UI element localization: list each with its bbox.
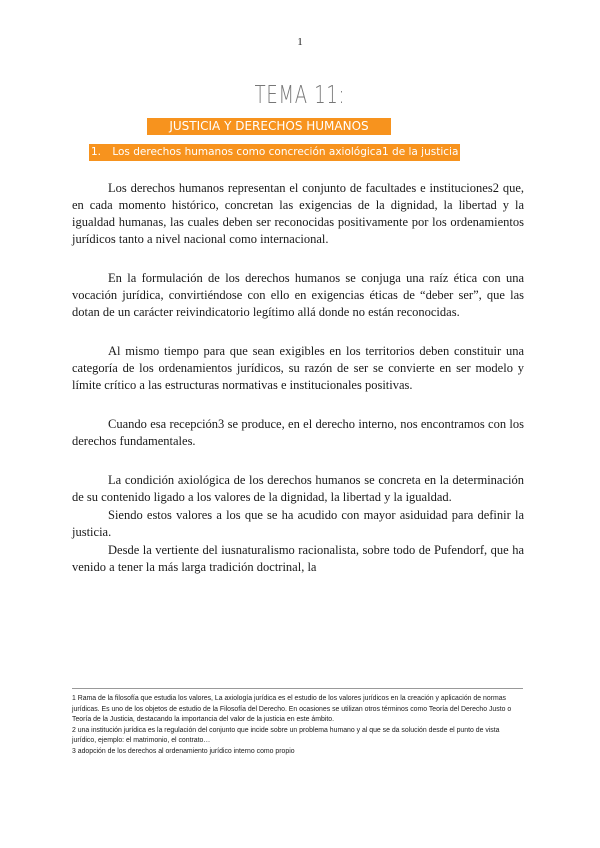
paragraph: Cuando esa recepción3 se produce, en el derecho interno, nos encontramos con los derechos fundamentales. xyxy=(72,417,524,448)
page-number: 1 xyxy=(297,36,303,48)
tema-title: TEMA 11: xyxy=(254,80,346,109)
section-number: 1. xyxy=(91,146,102,158)
footnotes xyxy=(72,694,524,757)
chapter-title-bar: JUSTICIA Y DERECHOS HUMANOS xyxy=(147,118,391,135)
paragraph: Al mismo tiempo para que sean exigibles en los territorios deben constituir una categoría de los ordenamientos jurídicos, su razón de ser se convierte en ser modelo y límite crítico a las estructuras normativas e institucionales positivas. xyxy=(72,344,524,392)
footnote: 2 una institución jurídica es la regulación del conjunto que incide sobre un problema humano y al que se da solución desde el punto de vista jurídico, ejemplo: el matrimonio, el contrato… xyxy=(72,726,500,744)
body-text xyxy=(72,180,524,576)
section-title: Los derechos humanos como concreción axiológica1 de la justicia xyxy=(112,146,459,158)
section-heading-bar xyxy=(89,144,460,161)
paragraph: Desde la vertiente del iusnaturalismo racionalista, sobre todo de Pufendorf, que ha venido a tener la más larga tradición doctrinal, la xyxy=(72,543,524,574)
paragraph: Siendo estos valores a los que se ha acudido con mayor asiduidad para definir la justicia. xyxy=(72,508,524,539)
footnote-separator xyxy=(72,688,523,689)
paragraph: En la formulación de los derechos humanos se conjuga una raíz ética con una vocación jurídica, convirtiéndose con ello en exigencias éticas de “deber ser”, que las dotan de un carácter reivindicatorio legítimo allá donde no están reconocidas. xyxy=(72,271,524,319)
paragraph: La condición axiológica de los derechos humanos se concreta en la determinación de su contenido ligado a los valores de la dignidad, la libertad y la igualdad. xyxy=(72,473,524,504)
footnote: 3 adopción de los derechos al ordenamiento jurídico interno como propio xyxy=(72,747,295,755)
paragraph: Los derechos humanos representan el conjunto de facultades e instituciones2 que, en cada momento histórico, concretan las exigencias de la dignidad, la libertad y la igualdad humanas, las cuales deben ser reconocidas positivamente por los ordenamientos jurídicos tanto a nivel nacional como internacional. xyxy=(72,181,524,246)
footnote: 1 Rama de la filosofía que estudia los valores, La axiología jurídica es el estudio de los valores jurídicos en la creación y aplicación de normas jurídicas. Es uno de los objetos de estudio de la Filosofía del Derecho. En ocasiones se utilizan otros términos como Teoría del Derecho Justo o Teoría de la Justicia, destacando la importancia del valor de la justicia en este ámbito. xyxy=(72,695,512,723)
